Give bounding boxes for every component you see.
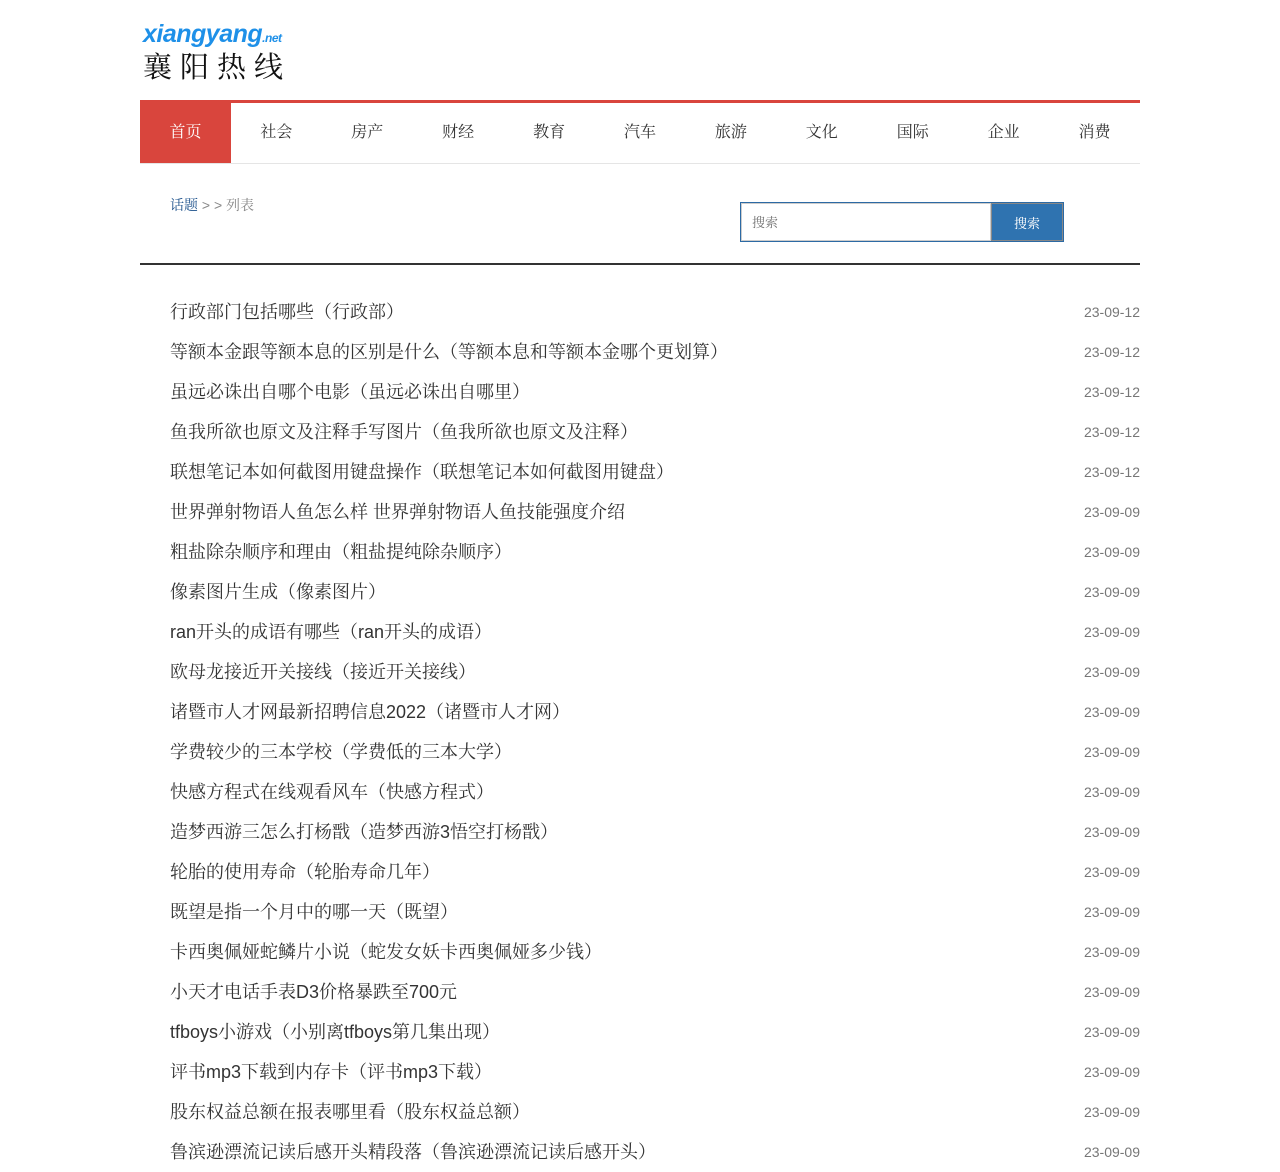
article-date: 23-09-12 (1083, 344, 1140, 360)
search-form (740, 202, 1064, 242)
article-date: 23-09-09 (1083, 824, 1140, 840)
article-date: 23-09-09 (1083, 744, 1140, 760)
article-link[interactable]: 等额本金跟等额本息的区别是什么（等额本息和等额本金哪个更划算） (170, 342, 728, 362)
article-list (170, 292, 1140, 1172)
article-date: 23-09-09 (1083, 944, 1140, 960)
article-date: 23-09-12 (1083, 424, 1140, 440)
list-item (170, 1052, 1140, 1092)
nav-item[interactable]: 教育 (533, 124, 566, 141)
article-date: 23-09-09 (1083, 664, 1140, 680)
divider (140, 263, 1140, 265)
breadcrumb-current: 列表 (226, 197, 255, 213)
article-date: 23-09-09 (1083, 1144, 1140, 1160)
logo-net: .net (262, 31, 282, 45)
list-item (170, 852, 1140, 892)
article-link[interactable]: 学费较少的三本学校（学费低的三本大学） (170, 742, 512, 762)
nav-item[interactable]: 国际 (896, 124, 929, 141)
list-item (170, 292, 1140, 332)
article-date: 23-09-09 (1083, 1064, 1140, 1080)
list-item (170, 972, 1140, 1012)
search-input[interactable] (741, 203, 991, 241)
logo-cn: 襄阳热线 (143, 50, 292, 84)
article-link[interactable]: 既望是指一个月中的哪一天（既望） (170, 902, 458, 922)
list-item (170, 692, 1140, 732)
article-link[interactable]: 鱼我所欲也原文及注释手写图片（鱼我所欲也原文及注释） (170, 422, 638, 442)
article-link[interactable]: 欧母龙接近开关接线（接近开关接线） (170, 662, 476, 682)
nav-item[interactable]: 旅游 (714, 124, 747, 141)
list-item (170, 572, 1140, 612)
article-link[interactable]: 小天才电话手表D3价格暴跌至700元 (170, 982, 458, 1002)
nav-item[interactable]: 企业 (987, 124, 1020, 141)
article-date: 23-09-09 (1083, 864, 1140, 880)
list-item (170, 1092, 1140, 1132)
article-link[interactable]: 粗盐除杂顺序和理由（粗盐提纯除杂顺序） (170, 542, 512, 562)
breadcrumb-home[interactable]: 话题 (170, 197, 198, 213)
article-link[interactable]: 造梦西游三怎么打杨戬（造梦西游3悟空打杨戬） (170, 822, 559, 842)
article-link[interactable]: ran开头的成语有哪些（ran开头的成语） (170, 622, 493, 642)
article-date: 23-09-12 (1083, 304, 1140, 320)
article-date: 23-09-09 (1083, 904, 1140, 920)
nav-item[interactable]: 消费 (1078, 124, 1111, 141)
article-date: 23-09-09 (1083, 784, 1140, 800)
site-logo[interactable] (143, 20, 291, 86)
article-link[interactable]: 世界弹射物语人鱼怎么样 世界弹射物语人鱼技能强度介绍 (170, 502, 625, 522)
list-item (170, 732, 1140, 772)
nav-item[interactable]: 财经 (442, 124, 475, 141)
article-link[interactable]: 联想笔记本如何截图用键盘操作（联想笔记本如何截图用键盘） (170, 462, 674, 482)
article-link[interactable]: tfboys小游戏（小别离tfboys第几集出现） (170, 1022, 501, 1042)
list-item (170, 892, 1140, 932)
article-link[interactable]: 虽远必诛出自哪个电影（虽远必诛出自哪里） (170, 382, 530, 402)
breadcrumb (170, 195, 254, 215)
list-item (170, 452, 1140, 492)
list-item (170, 1012, 1140, 1052)
article-link[interactable]: 诸暨市人才网最新招聘信息2022（诸暨市人才网） (170, 702, 571, 722)
list-item (170, 652, 1140, 692)
article-link[interactable]: 评书mp3下载到内存卡（评书mp3下载） (170, 1062, 493, 1082)
article-link[interactable]: 像素图片生成（像素图片） (170, 582, 386, 602)
article-link[interactable]: 轮胎的使用寿命（轮胎寿命几年） (170, 862, 440, 882)
article-date: 23-09-12 (1083, 464, 1140, 480)
list-item (170, 492, 1140, 532)
article-link[interactable]: 卡西奥佩娅蛇鳞片小说（蛇发女妖卡西奥佩娅多少钱） (170, 942, 602, 962)
nav-item[interactable]: 首页 (140, 103, 231, 163)
article-date: 23-09-09 (1083, 624, 1140, 640)
list-item (170, 532, 1140, 572)
list-item (170, 612, 1140, 652)
list-item (170, 772, 1140, 812)
logo-en-text: xiangyang (143, 20, 263, 48)
article-date: 23-09-09 (1083, 584, 1140, 600)
article-date: 23-09-09 (1083, 984, 1140, 1000)
article-date: 23-09-09 (1083, 504, 1140, 520)
list-item (170, 812, 1140, 852)
nav-item[interactable]: 社会 (260, 124, 293, 141)
breadcrumb-separator: > > (198, 197, 227, 213)
nav-item[interactable]: 文化 (805, 124, 838, 141)
main-nav (140, 100, 1140, 164)
article-link[interactable]: 快感方程式在线观看风车（快感方程式） (170, 782, 494, 802)
article-link[interactable]: 鲁滨逊漂流记读后感开头精段落（鲁滨逊漂流记读后感开头） (170, 1142, 656, 1162)
article-date: 23-09-09 (1083, 1104, 1140, 1120)
search-button[interactable]: 搜索 (991, 203, 1063, 241)
list-item (170, 412, 1140, 452)
list-item (170, 1132, 1140, 1172)
article-date: 23-09-12 (1083, 384, 1140, 400)
article-link[interactable]: 行政部门包括哪些（行政部） (170, 302, 404, 322)
article-link[interactable]: 股东权益总额在报表哪里看（股东权益总额） (170, 1102, 530, 1122)
list-item (170, 372, 1140, 412)
article-date: 23-09-09 (1083, 1024, 1140, 1040)
nav-item[interactable]: 汽车 (623, 124, 656, 141)
article-date: 23-09-09 (1083, 544, 1140, 560)
list-item (170, 332, 1140, 372)
nav-item[interactable]: 房产 (351, 124, 384, 141)
article-date: 23-09-09 (1083, 704, 1140, 720)
list-item (170, 932, 1140, 972)
